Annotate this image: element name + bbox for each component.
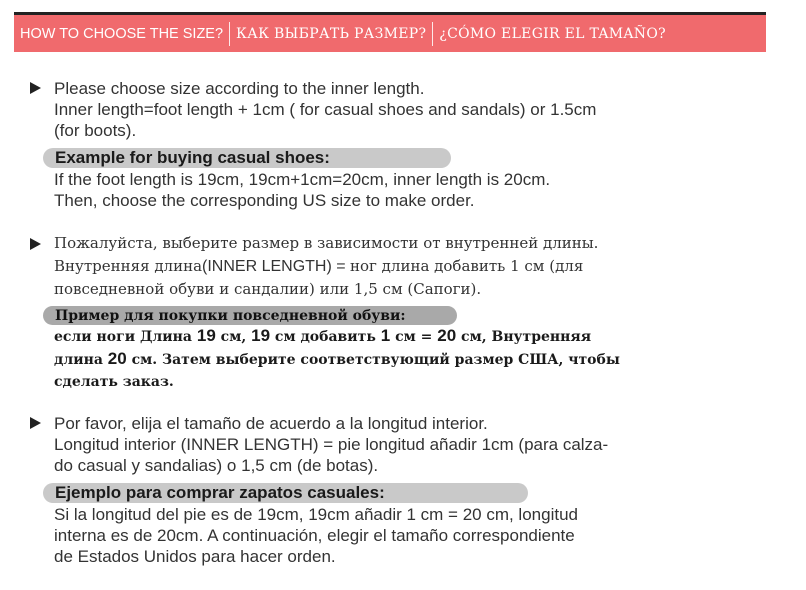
header-banner (14, 12, 766, 52)
header-title-ru: КАК ВЫБРАТЬ РАЗМЕР? (236, 25, 427, 42)
spanish-line-2: Longitud interior (INNER LENGTH) = pie longitud añadir 1cm (para calza- (54, 435, 609, 454)
english-line-3: (for boots). (54, 121, 137, 140)
header-divider (229, 22, 230, 46)
english-instructions (54, 78, 596, 141)
spanish-example-line-1: Si la longitud del pie es de 19cm, 19cm añadir 1 cm = 20 cm, longitud (54, 505, 578, 524)
russian-example-label: Пример для покупки повседневной обуви: (43, 306, 457, 325)
russian-line-1: Пожалуйста, выберите размер в зависимости от внутренней длины. (54, 234, 599, 252)
header-divider (432, 22, 433, 46)
spanish-line-1: Por favor, elija el tamaño de acuerdo a la longitud interior. (54, 414, 488, 433)
spanish-example (54, 504, 578, 567)
russian-example (54, 325, 620, 393)
russian-line-3: повседневной обуви и сандалии) или 1,5 см (Сапоги). (54, 280, 482, 298)
russian-example-line-2: длина 20 см. Затем выберите соответствующий размер США, чтобы (54, 349, 620, 368)
russian-example-line-3: сделать заказ. (54, 374, 174, 390)
spanish-instructions (54, 413, 608, 476)
english-line-2: Inner length=foot length + 1cm ( for casual shoes and sandals) or 1.5cm (54, 100, 597, 119)
russian-example-line-1: если ноги Длина 19 см, 19 см добавить 1 см = 20 см, Внутренняя (54, 326, 592, 345)
spanish-example-label: Ejemplo para comprar zapatos casuales: (43, 483, 528, 503)
spanish-example-line-2: interna es de 20cm. A continuación, elegir el tamaño correspondiente (54, 526, 575, 545)
header-title-en: HOW TO CHOOSE THE SIZE? (20, 25, 224, 42)
russian-instructions (54, 232, 598, 301)
spanish-example-line-3: de Estados Unidos para hacer orden. (54, 547, 336, 566)
english-example-line-1: If the foot length is 19cm, 19cm+1cm=20cm, inner length is 20cm. (54, 170, 551, 189)
english-example-label: Example for buying casual shoes: (43, 148, 451, 168)
english-line-1: Please choose size according to the inner length. (54, 79, 425, 98)
triangle-bullet-icon (30, 82, 41, 94)
english-example-line-2: Then, choose the corresponding US size to make order. (54, 191, 475, 210)
triangle-bullet-icon (30, 238, 41, 250)
header-title-es: ¿CÓMO ELEGIR EL TAMAÑO? (439, 25, 666, 42)
russian-line-2: Внутренняя длина(INNER LENGTH) = ног длина добавить 1 см (для (54, 257, 584, 275)
english-example (54, 169, 550, 211)
spanish-line-3: do casual y sandalias) o 1,5 cm (de botas). (54, 456, 379, 475)
triangle-bullet-icon (30, 417, 41, 429)
